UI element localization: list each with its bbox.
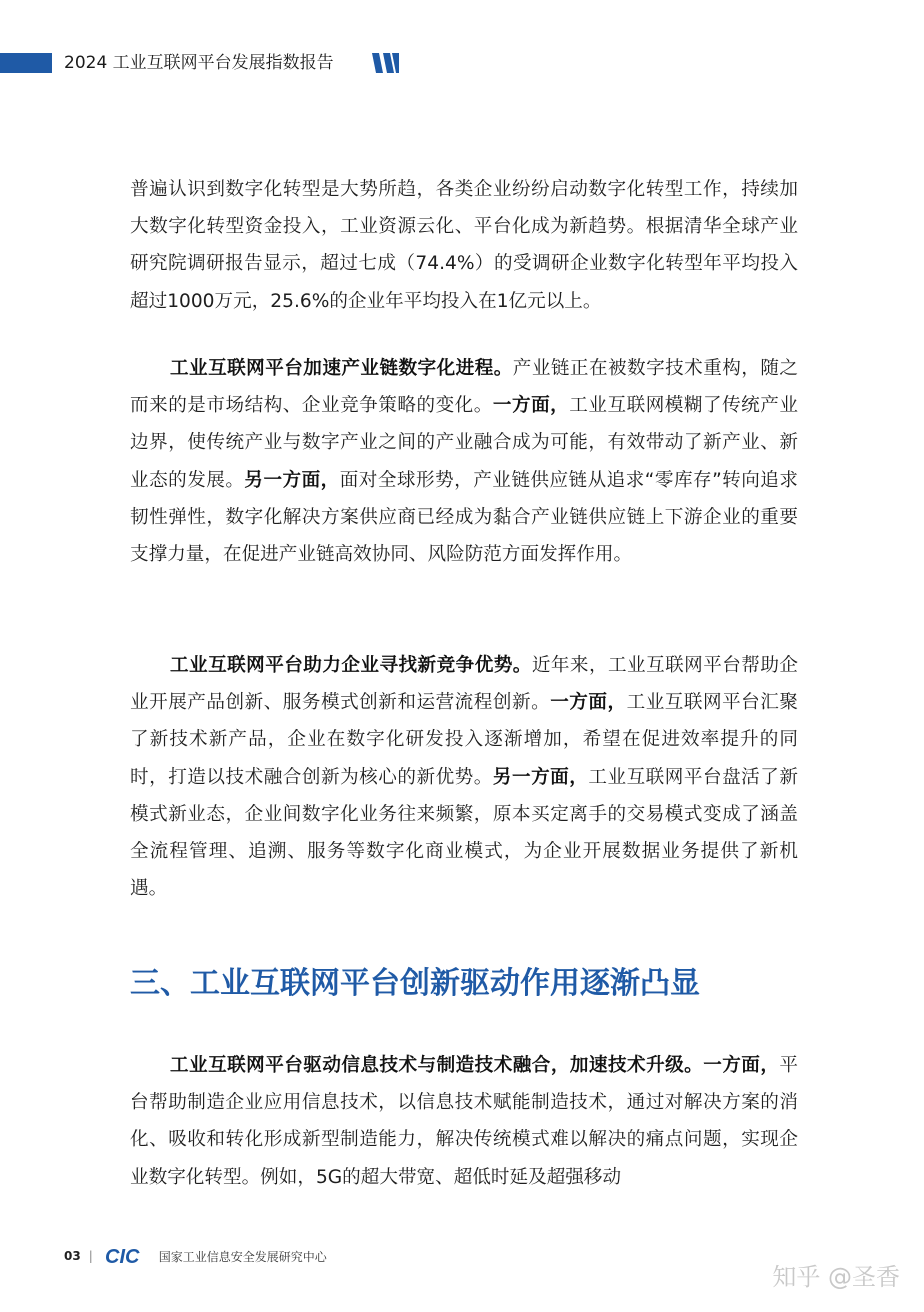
paragraph-3-text-c: 工业互联网平台盘活了新模式新业态，企业间数字化业务往来频繁，原本买定离手的交易模式变成了涵盖全流程管理、追溯、服务等数字化商业模式，为企业开展数据业务提供了新机遇。 <box>130 766 798 900</box>
paragraph-3-text-a: 近年来，工业互联网平台帮助企业开展产品创新、服务模式创新和运营流程创新。 <box>130 655 798 714</box>
svg-text:CIC: CIC <box>104 1246 140 1266</box>
paragraph-3-bold-b: 一方面， <box>550 692 627 714</box>
paragraph-3-bold-c: 另一方面， <box>492 766 589 788</box>
paragraph-2-text-c: 面对全球形势，产业链供应链从追求“零库存”转向追求韧性弹性，数字化解决方案供应商已经成为黏合产业链供应链上下游企业的重要支撑力量，在促进产业链高效协同、风险防范方面发挥作用。 <box>130 469 798 566</box>
report-title: 2024 工业互联网平台发展指数报告 <box>64 53 334 73</box>
organization-name: 国家工业信息安全发展研究中心 <box>158 1249 327 1264</box>
watermark: 知乎 @圣香 <box>772 1263 900 1291</box>
paragraph-2-bold-c: 另一方面， <box>244 469 340 491</box>
cic-logo-icon <box>105 1246 149 1266</box>
paragraph-3-lead: 工业互联网平台助力企业寻找新竞争优势。 <box>170 655 532 676</box>
paragraph-4-lead: 工业互联网平台驱动信息技术与制造技术融合，加速技术升级。 <box>170 1055 704 1076</box>
page-footer <box>64 1244 327 1268</box>
paragraph-1-text: 普遍认识到数字化转型是大势所趋，各类企业纷纷启动数字化转型工作，持续加大数字化转型资金投入，工业资源云化、平台化成为新趋势。根据清华全球产业研究院调研报告显示，超过七成（74.4%）的受调研企业数字化转型年平均投入超过1000万元，25.6%的企业年平均投入在1亿元以上。 <box>130 179 798 312</box>
paragraph-2-lead: 工业互联网平台加速产业链数字化进程。 <box>170 358 513 379</box>
paragraph-3 <box>130 647 798 907</box>
paragraph-1 <box>130 171 798 320</box>
header-slash-mark <box>370 53 400 73</box>
paragraph-3-text-b: 工业互联网平台汇聚了新技术新产品，企业在数字化研发投入逐渐增加，希望在促进效率提升的同时，打造以技术融合创新为核心的新优势。 <box>130 692 798 788</box>
paragraph-4-text-b: 平台帮助制造企业应用信息技术，以信息技术赋能制造技术，通过对解决方案的消化、吸收和转化形成新型制造能力，解决传统模式难以解决的痛点问题，实现企业数字化转型。例如，5G的超大带宽、超低时延及超强移动 <box>130 1055 798 1188</box>
footer-separator: | <box>88 1249 93 1263</box>
paragraph-4 <box>130 1047 798 1196</box>
paragraph-2-bold-b: 一方面， <box>492 395 570 417</box>
paragraph-2-text-a: 产业链正在被数字技术重构，随之而来的是市场结构、企业竞争策略的变化。 <box>130 358 798 417</box>
paragraph-2-text-b: 工业互联网模糊了传统产业边界，使传统产业与数字产业之间的产业融合成为可能，有效带动了新产业、新业态的发展。 <box>130 395 798 491</box>
paragraph-2 <box>130 350 798 573</box>
section-heading: 三、工业互联网平台创新驱动作用逐渐凸显 <box>130 966 700 1001</box>
page-number: 03 <box>64 1249 81 1263</box>
paragraph-4-bold-b: 一方面， <box>703 1055 780 1076</box>
header-accent-bar <box>0 53 52 73</box>
